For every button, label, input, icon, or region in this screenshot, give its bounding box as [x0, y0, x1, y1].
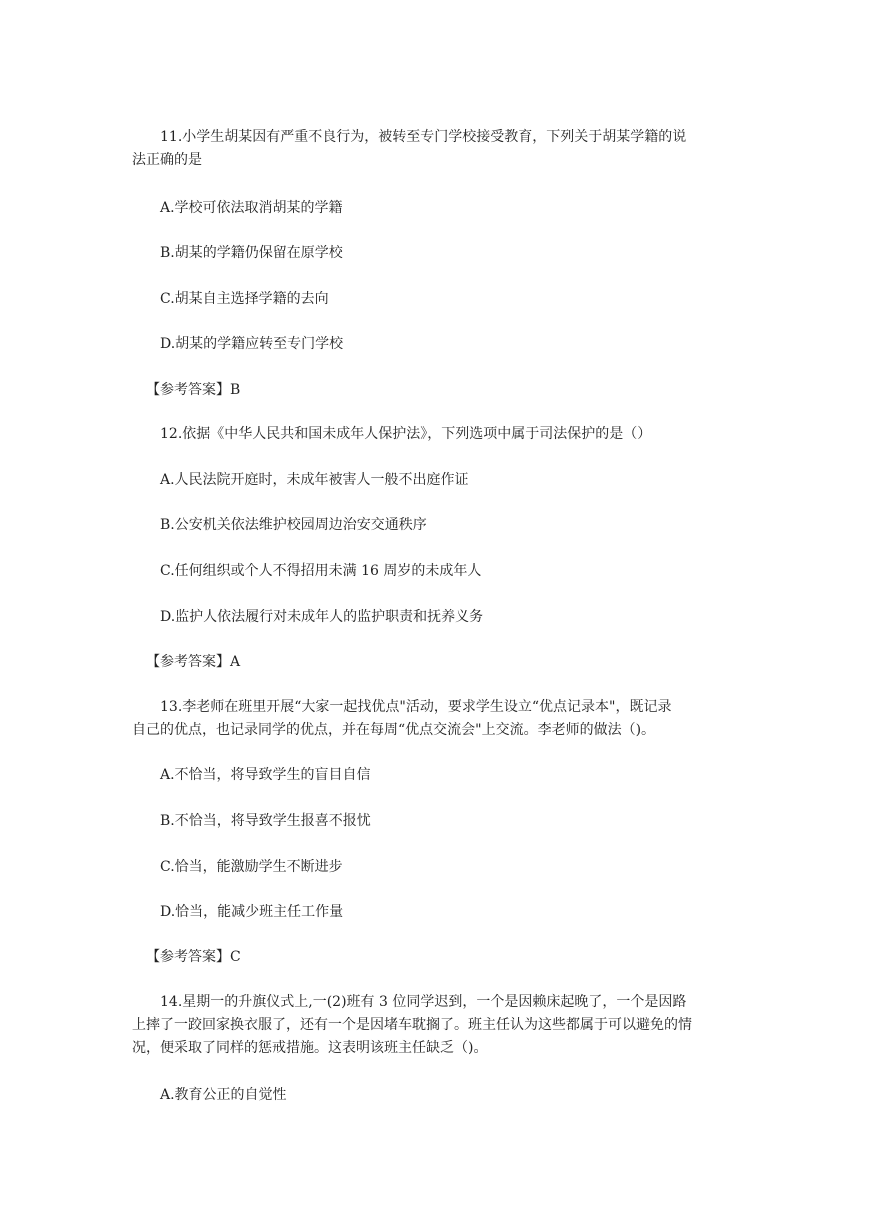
question-12-option-b: B.公安机关依法维护校园周边治安交通秩序: [160, 517, 427, 533]
stem-line: 12.依据《中华人民共和国未成年人保护法》，下列选项中属于司法保护的是（）: [160, 426, 652, 442]
question-13-option-a: A.不恰当，将导致学生的盲目自信: [160, 767, 371, 783]
question-12-option-c: C.任何组织或个人不得招用未满 16 周岁的未成年人: [160, 563, 482, 579]
question-13-stem: [132, 696, 732, 742]
question-11-option-a: A.学校可依法取消胡某的学籍: [160, 200, 343, 216]
question-14-stem: [132, 991, 732, 1060]
stem-line: 11.小学生胡某因有严重不良行为，被转至专门学校接受教育，下列关于胡某学籍的说: [160, 129, 687, 145]
question-11-option-b: B.胡某的学籍仍保留在原学校: [160, 245, 343, 261]
stem-line: 13.李老师在班里开展“大家一起找优点"活动，要求学生设立“优点记录本"，既记录: [160, 699, 672, 715]
question-12-answer: 【参考答案】A: [146, 654, 241, 670]
stem-line: 14.星期一的升旗仪式上,一(2)班有 3 位同学迟到，一个是因赖床起晚了，一个是因路: [160, 994, 687, 1010]
question-11-stem: [132, 126, 732, 172]
question-12-option-a: A.人民法院开庭时，未成年被害人一般不出庭作证: [160, 472, 469, 488]
question-11-option-d: D.胡某的学籍应转至专门学校: [160, 336, 344, 352]
question-13-option-d: D.恰当，能减少班主任工作量: [160, 904, 344, 920]
stem-line: 上摔了一跤回家换衣服了，还有一个是因堵车耽搁了。班主任认为这些都属于可以避免的情: [132, 1017, 692, 1033]
stem-line: 自己的优点，也记录同学的优点，并在每周“优点交流会"上交流。李老师的做法（)。: [132, 722, 656, 738]
question-13-option-c: C.恰当，能激励学生不断进步: [160, 859, 343, 875]
question-11-answer: 【参考答案】B: [146, 382, 241, 398]
stem-line: 况，便采取了同样的惩戒措施。这表明该班主任缺乏（)。: [132, 1040, 488, 1056]
question-13-answer: 【参考答案】C: [146, 949, 241, 965]
question-14-option-a: A.教育公正的自觉性: [160, 1087, 287, 1103]
question-12-option-d: D.监护人依法履行对未成年人的监护职责和抚养义务: [160, 609, 484, 625]
question-12-stem: [132, 423, 732, 446]
stem-line: 法正确的是: [132, 152, 202, 168]
question-13-option-b: B.不恰当，将导致学生报喜不报忧: [160, 813, 371, 829]
question-11-option-c: C.胡某自主选择学籍的去向: [160, 291, 329, 307]
